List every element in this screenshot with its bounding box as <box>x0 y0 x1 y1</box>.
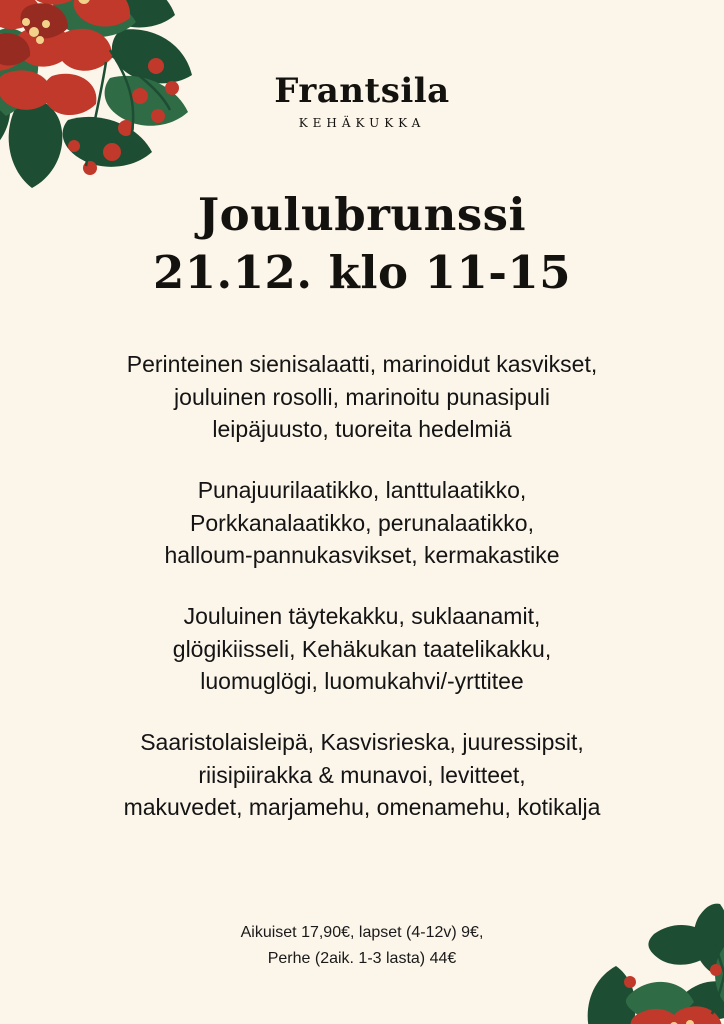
menu-line: Jouluinen täytekakku, suklaanamit, <box>183 602 541 629</box>
menu-line: halloum-pannukasvikset, kermakastike <box>164 542 560 569</box>
menu-group <box>0 474 724 572</box>
menu-group <box>0 600 724 698</box>
menu-line: Saaristolaisleipä, Kasvisrieska, juuressipsit, <box>140 728 584 755</box>
menu-list <box>0 348 724 852</box>
menu-line: riisipiirakka & munavoi, levitteet, <box>198 761 526 788</box>
menu-line: luomuglögi, luomukahvi/-yrttitee <box>200 668 524 695</box>
menu-line: leipäjuusto, tuoreita hedelmiä <box>212 416 512 443</box>
title-line-2: 21.12. klo 11-15 <box>152 245 572 299</box>
brand-logo <box>0 71 724 130</box>
title-line-1: Joulubrunssi <box>197 188 527 241</box>
price-line-2: Perhe (2aik. 1-3 lasta) 44€ <box>267 949 457 967</box>
menu-line: Porkkanalaatikko, perunalaatikko, <box>190 509 534 536</box>
brand-name: Frantsila <box>274 71 450 111</box>
menu-line: Punajuurilaatikko, lanttulaatikko, <box>197 476 527 503</box>
page-title <box>0 186 724 301</box>
menu-group <box>0 726 724 824</box>
menu-line: jouluinen rosolli, marinoitu punasipuli <box>174 383 550 410</box>
price-info <box>0 920 724 971</box>
price-line-1: Aikuiset 17,90€, lapset (4-12v) 9€, <box>240 924 484 941</box>
menu-line: glögikiisseli, Kehäkukan taatelikakku, <box>172 635 552 662</box>
menu-line: makuvedet, marjamehu, omenamehu, kotikalja <box>123 794 601 821</box>
brand-subtitle: KEHÄKUKKA <box>298 116 426 130</box>
menu-group <box>0 348 724 446</box>
menu-line: Perinteinen sienisalaatti, marinoidut kasvikset, <box>126 351 598 377</box>
